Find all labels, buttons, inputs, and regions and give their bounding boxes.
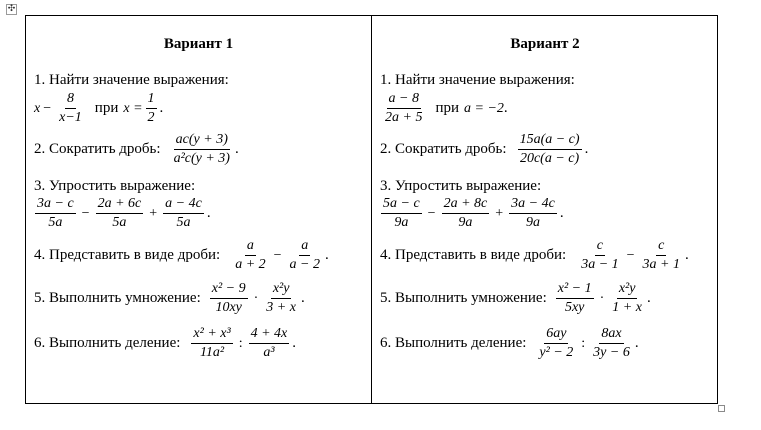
v1-task1-minus: − xyxy=(43,100,52,116)
v2-task3-frac1 xyxy=(381,196,422,231)
v2-task4-label: 4. Представить в виде дроби: xyxy=(380,247,567,263)
v1-task1-end: . xyxy=(159,100,164,116)
v1-task1-den: x−1 xyxy=(59,110,82,125)
v1-task5 xyxy=(34,281,305,316)
v1-task6-end: . xyxy=(292,335,297,351)
v2-task3-label: 3. Упростить выражение: xyxy=(380,178,542,194)
v1-task6-frac1 xyxy=(191,326,232,361)
v1-task6-frac1-den: 11a² xyxy=(199,345,225,360)
v1-task4 xyxy=(34,238,329,273)
v1-task6-label: 6. Выполнить деление: xyxy=(34,335,181,351)
v1-task3-end: . xyxy=(206,205,211,221)
v1-task3-expression xyxy=(32,196,211,231)
v2-task1-label: 1. Найти значение выражения: xyxy=(380,72,575,88)
v1-task3-frac1-den: 5a xyxy=(48,215,63,230)
v2-task1-fraction xyxy=(383,91,424,126)
v2-task5-frac1-num: x² − 1 xyxy=(556,281,594,299)
v2-task3-op1: − xyxy=(427,205,436,221)
table-resize-handle[interactable] xyxy=(718,405,725,412)
v1-task1-fraction xyxy=(57,91,84,126)
v2-task3-frac3-num: 3a − 4c xyxy=(509,196,557,214)
v2-task1-eq: a = −2 xyxy=(464,100,504,116)
v2-task2-end: . xyxy=(584,141,589,157)
v2-task6-label: 6. Выполнить деление: xyxy=(380,335,527,351)
v2-task2-label: 2. Сократить дробь: xyxy=(380,141,507,157)
v2-task3-frac1-num: 5a − c xyxy=(381,196,422,214)
v2-task4 xyxy=(380,238,689,273)
v2-task6-frac2 xyxy=(591,326,632,361)
v1-task1-value-den: 2 xyxy=(147,110,155,125)
v1-task2-label: 2. Сократить дробь: xyxy=(34,141,161,157)
v1-task4-frac1-den: a + 2 xyxy=(235,257,266,272)
v1-task2-fraction xyxy=(172,132,232,167)
v1-task4-end: . xyxy=(325,247,329,263)
v1-task3-frac2 xyxy=(96,196,144,231)
v1-task3-frac2-num: 2a + 6c xyxy=(96,196,144,214)
v1-task3-frac3-den: 5a xyxy=(176,215,191,230)
v1-task6-frac2-den: a³ xyxy=(263,345,275,360)
v2-task3-frac3-den: 9a xyxy=(525,215,540,230)
v2-task6-frac2-num: 8ax xyxy=(599,326,623,344)
v2-task4-frac1-den: 3a − 1 xyxy=(581,257,619,272)
v1-task1-num: 8 xyxy=(65,91,76,109)
v1-task4-frac2-den: a − 2 xyxy=(289,257,320,272)
v1-task5-frac1-num: x² − 9 xyxy=(210,281,248,299)
v2-task3-op2: + xyxy=(495,205,504,221)
v2-task5 xyxy=(380,281,651,316)
v2-task5-end: . xyxy=(646,290,651,306)
v2-task5-frac1-den: 5xy xyxy=(564,300,585,315)
v1-task5-frac2-num: x²y xyxy=(271,281,292,299)
v1-task4-frac1 xyxy=(233,238,267,273)
v1-task3-frac1 xyxy=(35,196,76,231)
v1-task3-frac1-num: 3a − c xyxy=(35,196,76,214)
v2-task4-frac1 xyxy=(579,238,620,273)
v1-task5-label: 5. Выполнить умножение: xyxy=(34,290,201,306)
v1-task1-value-num: 1 xyxy=(146,91,157,109)
v2-task5-frac2-num: x²y xyxy=(617,281,638,299)
v1-task5-frac2 xyxy=(264,281,298,316)
v2-task2-fraction xyxy=(518,132,582,167)
v1-task2 xyxy=(34,132,239,167)
v2-task1-end: . xyxy=(503,100,508,116)
v1-task1-pri: при xyxy=(94,100,119,116)
v1-task4-frac1-num: a xyxy=(245,238,256,256)
variants-table xyxy=(25,15,718,404)
v1-task3-frac3-num: a − 4c xyxy=(163,196,204,214)
v2-task1-num: a − 8 xyxy=(387,91,421,109)
v2-task5-frac2-den: 1 + x xyxy=(612,300,642,315)
v1-task5-frac2-den: 3 + x xyxy=(266,300,296,315)
v2-task5-op: · xyxy=(599,290,605,306)
v2-task3-end: . xyxy=(559,205,564,221)
v2-task1-pri: при xyxy=(435,100,460,116)
v1-task5-frac1 xyxy=(210,281,248,316)
v1-task6 xyxy=(34,326,296,361)
v1-task2-den: a²c(y + 3) xyxy=(173,151,230,166)
v1-task3-frac3 xyxy=(163,196,204,231)
v2-task6-frac1 xyxy=(537,326,575,361)
v2-task3-frac3 xyxy=(509,196,557,231)
v1-task6-op: : xyxy=(238,335,243,351)
v2-task1-expression xyxy=(380,91,508,126)
v1-task5-op: · xyxy=(253,290,259,306)
v2-task3-frac2 xyxy=(442,196,490,231)
v1-task4-frac2-num: a xyxy=(299,238,310,256)
v2-task1-den: 2a + 5 xyxy=(385,110,423,125)
v1-task3-label: 3. Упростить выражение: xyxy=(34,178,196,194)
v2-task4-frac2 xyxy=(641,238,682,273)
v2-task6 xyxy=(380,326,639,361)
v2-task3-frac2-den: 9a xyxy=(458,215,473,230)
v2-task4-frac2-den: 3a + 1 xyxy=(642,257,680,272)
v1-task6-frac1-num: x² + x³ xyxy=(191,326,232,344)
v2-task4-frac2-num: c xyxy=(656,238,666,256)
v2-task2-den: 20c(a − c) xyxy=(519,151,580,166)
v2-task6-end: . xyxy=(634,335,639,351)
variant-2-cell xyxy=(372,16,718,403)
v1-task3-frac2-den: 5a xyxy=(112,215,127,230)
v2-task5-frac1 xyxy=(556,281,594,316)
v1-task1-x: x xyxy=(34,100,41,116)
table-move-handle[interactable]: ✣ xyxy=(7,4,16,14)
v1-task6-frac2-num: 4 + 4x xyxy=(249,326,290,344)
v2-task2-num: 15a(a − c) xyxy=(518,132,582,150)
v1-task4-op: − xyxy=(273,247,282,263)
v1-task3-op2: + xyxy=(149,205,158,221)
v1-task1-value xyxy=(146,91,157,126)
v2-task4-end: . xyxy=(685,247,689,263)
v1-task5-end: . xyxy=(300,290,305,306)
v1-task2-end: . xyxy=(234,141,239,157)
v1-task3-op1: − xyxy=(81,205,90,221)
variant-1-cell xyxy=(26,16,372,403)
v2-task6-frac1-num: 6ay xyxy=(544,326,568,344)
v1-task4-label: 4. Представить в виде дроби: xyxy=(34,247,221,263)
v2-task5-frac2 xyxy=(610,281,644,316)
v2-task3-expression xyxy=(378,196,564,231)
v1-task1-eq: x = xyxy=(123,100,143,116)
v2-task2 xyxy=(380,132,588,167)
v2-task5-label: 5. Выполнить умножение: xyxy=(380,290,547,306)
v2-task6-frac2-den: 3y − 6 xyxy=(593,345,630,360)
v1-task2-num: ac(y + 3) xyxy=(174,132,230,150)
v2-task3-frac1-den: 9a xyxy=(394,215,409,230)
v2-task4-op: − xyxy=(626,247,635,263)
v1-task6-frac2 xyxy=(249,326,290,361)
v1-task4-frac2 xyxy=(288,238,322,273)
v1-task1-label: 1. Найти значение выражения: xyxy=(34,72,229,88)
v1-task1-expression xyxy=(34,91,163,126)
v2-task6-frac1-den: y² − 2 xyxy=(539,345,574,360)
v1-task5-frac1-den: 10xy xyxy=(215,300,242,315)
variant-2-title: Вариант 2 xyxy=(510,36,580,52)
variant-1-title: Вариант 1 xyxy=(163,36,234,52)
v2-task6-op: : xyxy=(581,335,586,351)
v2-task4-frac1-num: c xyxy=(595,238,605,256)
v2-task3-frac2-num: 2a + 8c xyxy=(442,196,490,214)
